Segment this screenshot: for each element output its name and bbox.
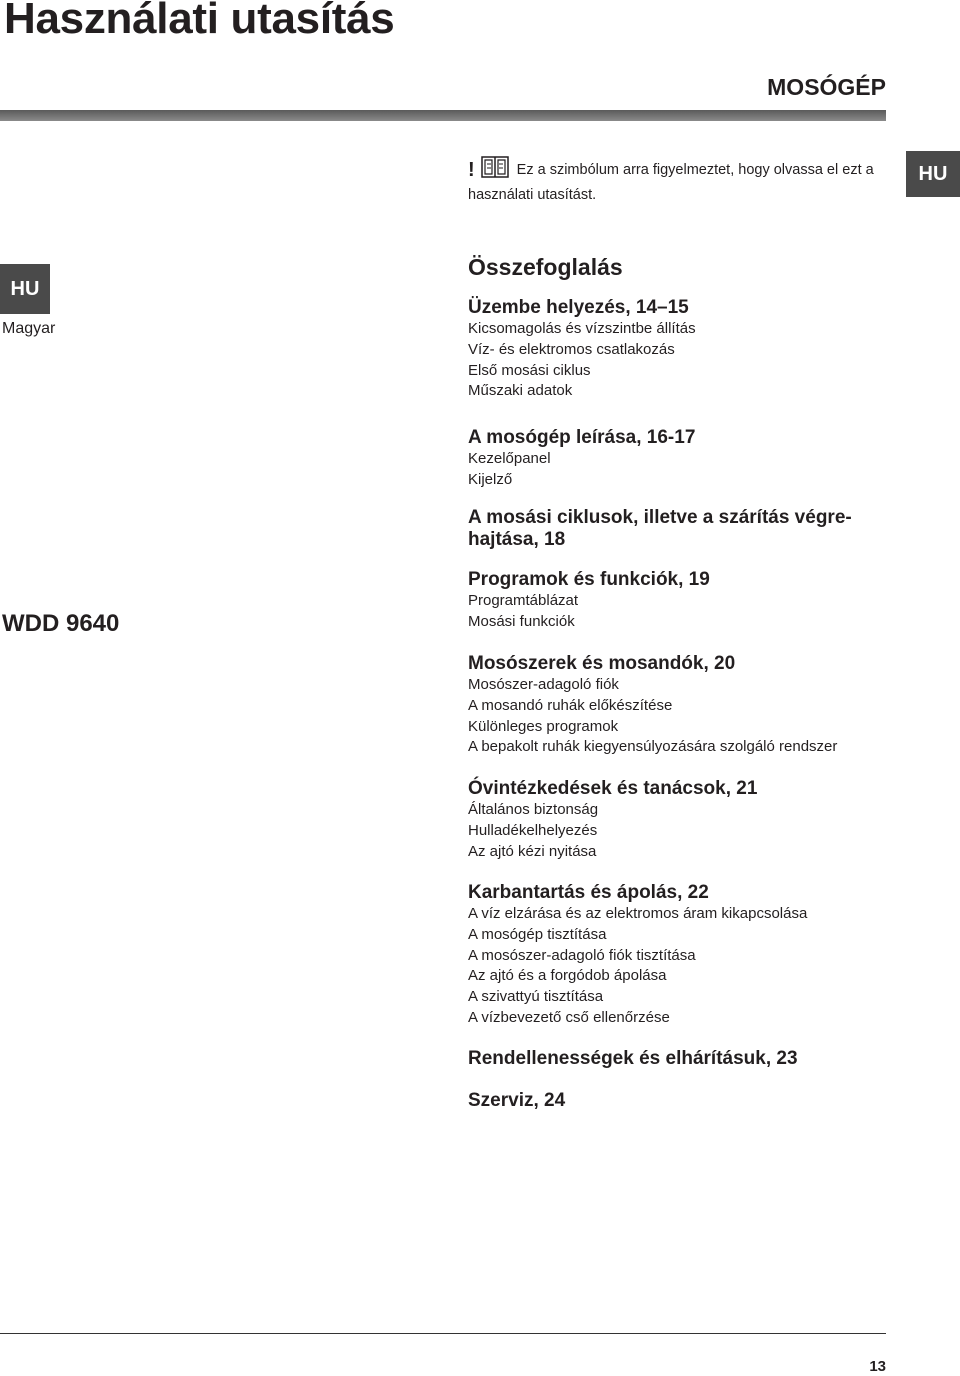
notice-text: Ez a szimbólum arra figyelmeztet, hogy olvassa el ezt a használati utasítást.: [468, 162, 874, 203]
toc-section-service: [468, 1090, 565, 1112]
section-item: A víz elzárása és az elektromos áram kikapcsolása: [468, 905, 808, 922]
toc-section-precautions: [468, 778, 757, 862]
toc-section-detergents: [468, 653, 837, 758]
section-item: Hulladékelhelyezés: [468, 821, 598, 839]
section-item: Víz- és elektromos csatlakozás: [468, 340, 675, 358]
section-title: Mosószerek és mosandók, 20: [468, 653, 736, 674]
section-item: Mosószer-adagoló fiók: [468, 676, 619, 693]
section-item: Mosási funkciók: [468, 612, 575, 630]
toc-heading: Összefoglalás: [468, 254, 623, 280]
section-title: Óvintézkedések és tanácsok, 21: [468, 778, 758, 799]
toc-section-installation: [468, 297, 888, 402]
open-book-icon: [481, 156, 509, 185]
header-divider: [0, 110, 886, 121]
toc-section-cycles: [468, 507, 878, 551]
section-item: A mosószer-adagoló fiók tisztítása: [468, 946, 696, 964]
exclamation-mark: !: [468, 159, 475, 181]
section-item: Általános biztonság: [468, 801, 599, 818]
product-type: MOSÓGÉP: [767, 74, 886, 100]
section-title: Rendellenességek és elhárításuk, 23: [468, 1048, 798, 1069]
section-item: Programtáblázat: [468, 592, 579, 609]
toc-section-maintenance: [468, 882, 807, 1029]
model-number: WDD 9640: [2, 610, 120, 637]
toc-section-programs: [468, 569, 710, 633]
footer-divider: [0, 1333, 886, 1334]
document-title: Használati utasítás: [4, 0, 395, 43]
section-item: Kicsomagolás és vízszintbe állítás: [468, 320, 696, 337]
section-item: Kijelző: [468, 470, 513, 488]
language-tab-right: HU: [906, 151, 960, 197]
table-of-contents: [468, 297, 888, 1111]
section-title: Programok és funkciók, 19: [468, 569, 710, 590]
section-item: A bepakolt ruhák kiegyensúlyozására szolgáló rendszer: [468, 738, 838, 756]
toc-section-description: [468, 427, 695, 491]
section-item: Műszaki adatok: [468, 382, 573, 400]
section-title: [468, 507, 878, 551]
section-item: Különleges programok: [468, 717, 619, 735]
section-item: A mosandó ruhák előkészítése: [468, 696, 673, 714]
section-item: Az ajtó és a forgódob ápolása: [468, 967, 667, 985]
section-title: Karbantartás és ápolás, 22: [468, 882, 709, 903]
section-title: A mosógép leírása, 16-17: [468, 427, 696, 448]
section-item: A vízbevezető cső ellenőrzése: [468, 1008, 670, 1026]
section-title-line-2: hajtása, 18: [468, 529, 566, 550]
page-number: 13: [869, 1358, 886, 1375]
notice: [468, 156, 888, 206]
section-item: Első mosási ciklus: [468, 361, 591, 379]
section-title: Üzembe helyezés, 14–15: [468, 297, 689, 318]
section-title-line-1: A mosási ciklusok, illetve a szárítás végre-: [468, 507, 852, 528]
section-title: Szerviz, 24: [468, 1090, 566, 1111]
section-item: A szivattyú tisztítása: [468, 988, 604, 1006]
section-item: A mosógép tisztítása: [468, 925, 607, 943]
language-tab-left: HU: [0, 264, 50, 314]
section-item: Az ajtó kézi nyitása: [468, 842, 597, 860]
language-label: Magyar: [2, 320, 56, 337]
toc-section-troubleshooting: [468, 1048, 798, 1070]
section-item: Kezelőpanel: [468, 450, 551, 467]
